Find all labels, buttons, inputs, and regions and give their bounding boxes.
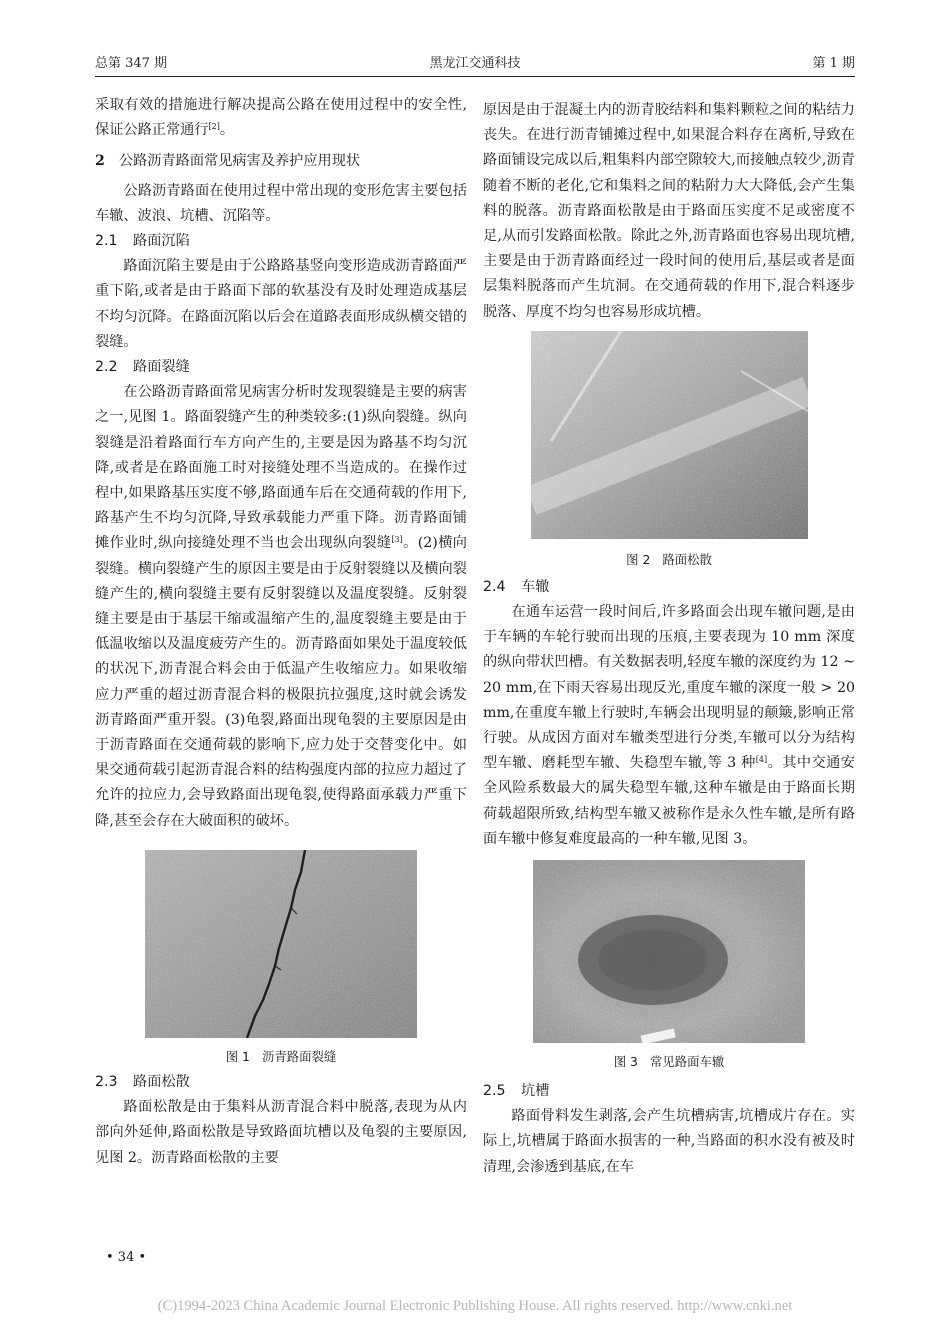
paragraph-cracks: 在公路沥青路面常见病害分析时发现裂缝是主要的病害之一,见图 1。路面裂缝产生的种类较多:(1)纵向裂缝。纵向裂缝是沿着路面行车方向产生的,主要是因为路基不均匀沉降,或者是在路面施工时对接缝处理不当造成的。在操作过程中,如果路基压实度不够,路面通车后在交通荷载的作用下,路基产生不均匀沉降,导致承载能力严重下降。沥青路面铺摊作业时,纵向接缝处理不当也会出现纵向裂缝[3]。(2)横向裂缝。横向裂缝产生的原因主要是由于反射裂缝以及横向裂缝产生的,横向裂缝主要有反射裂缝以及温度裂缝。反射裂缝主要是由于基层干缩或温缩产生的,温度裂缝主要是由于低温收缩以及温度疲劳产生的。沥青路面如果处于温度较低的状况下,沥青混合料会由于低温产生收缩应力。如果收缩应力严重的超过沥青混合料的极限抗拉强度,这时就会诱发沥青路面严重开裂。(3)龟裂,路面出现龟裂的主要原因是由于沥青路面在交通荷载的影响下,应力处于交替变化中。如果交通荷载引起沥青混合料的结构强度内部的拉应力超过了允许的拉应力,会导致路面出现龟裂,使得路面承载力严重下降,甚至会存在大破面积的破坏。 <box>95 384 467 829</box>
figure-2 <box>483 331 855 569</box>
page-number: • 34 • <box>106 1250 147 1265</box>
copyright-notice: (C)1994-2023 China Academic Journal Electronic Publishing House. All rights reserved. http://www.cnki.net <box>157 1298 793 1314</box>
figure-2-image <box>531 331 808 539</box>
section-2-4-heading: 2.4 车辙 <box>483 578 550 595</box>
section-2-2-heading: 2.2 路面裂缝 <box>95 359 190 376</box>
header-issue-number: 第 1 期 <box>812 56 855 71</box>
figure-3 <box>483 860 855 1071</box>
figure-3-image <box>533 860 805 1043</box>
paragraph-raveling: 路面松散是由于集料从沥青混合料中脱落,表现为从内部向外延伸,路面松散是导致路面坑槽以及龟裂的主要原因,见图 2。沥青路面松散的主要 <box>95 1099 467 1166</box>
loose-pavement-photo <box>531 331 808 539</box>
section-2-3-heading: 2.3 路面松散 <box>95 1073 190 1090</box>
paragraph-continued: 采取有效的措施进行解决提高公路在使用过程中的安全性,保证公路正常通行[2]。 <box>95 97 467 139</box>
paragraph-intro: 公路沥青路面在使用过程中常出现的变形危害主要包括车辙、波浪、坑槽、沉陷等。 <box>95 182 467 224</box>
paragraph-rutting: 在通车运营一段时间后,许多路面会出现车辙问题,是由于车辆的车轮行驶而出现的压痕,主要表现为 10 mm 深度的纵向带状凹槽。有关数据表明,轻度车辙的深度约为 12 ~ 20 mm,在下雨天容易出现反光,重度车辙的深度一般 > 20 mm,在重度车辙上行驶时,车辆会出现明显的颠簸,影响正常行驶。从成因方面对车辙类型进行分类,车辙可以分为结构型车辙、磨耗型车辙、失稳型车辙,等 3 种[4]。其中交通安全风险系数最大的属失稳型车辙,这种车辙是由于路面长期荷载超限所致,结构型车辙又被称作是永久性车辙,是所有路面车辙中修复难度最高的一种车辙,见图 3。 <box>483 604 855 847</box>
right-column <box>483 98 855 1180</box>
citation-3: [3] <box>391 535 403 545</box>
rutting-photo <box>533 860 805 1043</box>
left-column <box>95 93 467 1171</box>
section-2-heading: 2 公路沥青路面常见病害及养护应用现状 <box>95 153 361 170</box>
running-header <box>95 52 855 74</box>
paragraph-raveling-continued: 原因是由于混凝土内的沥青胶结料和集料颗粒之间的粘结力丧失。在进行沥青铺摊过程中,如果混合料存在离析,导致在路面铺设完成以后,粗集料内部空隙较大,而接触点较少,沥青随着不断的老化,它和集料之间的粘附力大大降低,会产生集料的脱落。沥青路面松散是由于路面压实度不足或密度不足,从而引发路面松散。除此之外,沥青路面也容易出现坑槽,主要是由于沥青路面经过一段时间的使用后,基层或者是面层集料脱落而产生坑洞。在交通荷载的作用下,混合料逐步脱落、厚度不均匀也容易形成坑槽。 <box>483 102 855 320</box>
section-2-1-heading: 2.1 路面沉陷 <box>95 233 190 250</box>
figure-3-caption: 图 3 常见路面车辙 <box>613 1054 725 1070</box>
paragraph-potholes: 路面骨料发生剥落,会产生坑槽病害,坑槽成片存在。实际上,坑槽属于路面水损害的一种,当路面的积水没有被及时清理,会渗透到基底,在车 <box>483 1108 855 1175</box>
section-2-5-heading: 2.5 坑槽 <box>483 1083 550 1100</box>
figure-2-caption: 图 2 路面松散 <box>626 551 712 567</box>
figure-1-caption: 图 1 沥青路面裂缝 <box>225 1048 337 1064</box>
asphalt-crack-photo <box>145 850 417 1038</box>
figure-1 <box>95 850 467 1066</box>
citation-2: [2] <box>208 122 220 132</box>
header-rule <box>95 76 855 77</box>
figure-1-image <box>145 850 417 1038</box>
paragraph-subsidence: 路面沉陷主要是由于公路路基竖向变形造成沥青路面严重下陷,或者是由于路面下部的软基没有及时处理造成基层不均匀沉降。在路面沉陷以后会在道路表面形成纵横交错的裂缝。 <box>95 258 467 350</box>
citation-4: [4] <box>755 755 768 765</box>
header-issue-total: 总第 347 期 <box>95 56 168 71</box>
header-journal-title: 黑龙江交通科技 <box>429 56 521 71</box>
